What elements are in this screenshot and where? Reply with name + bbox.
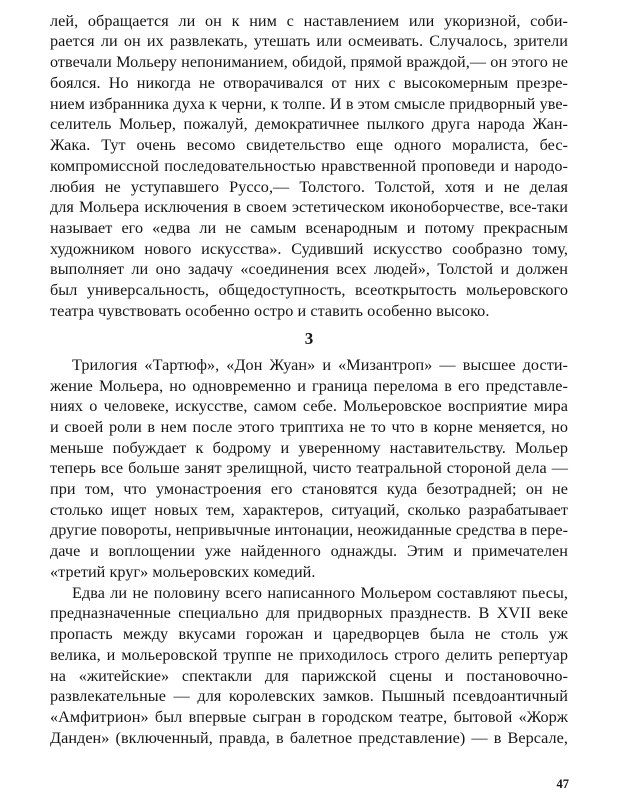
text-line: любия не уступавшего Руссо,— Толстого. Толстой, хотя и не делая xyxy=(50,177,568,196)
text-line: Данден» (включенный, правда, в балетное представление) — в Версале, xyxy=(50,728,568,747)
text-line: нием избранника духа к черни, к толпе. И в этом смысле придворный уве- xyxy=(50,94,568,113)
text-line: «третий круг» мольеровских комедий. xyxy=(50,562,316,581)
text-line: и своей роли в нем после этого триптиха не то что в корне меняется, но xyxy=(50,417,568,436)
text-line: селитель Мольер, пожалуй, демократичнее пылкого друга народа Жан- xyxy=(50,115,568,134)
text-line: «Амфитрион» был впервые сыгран в городском театре, бытовой «Жорж xyxy=(50,708,568,726)
section-number: 3 xyxy=(304,328,314,348)
text-line: даче и воплощении уже найденного однажды. Этим и примечателен xyxy=(50,542,568,561)
text-line: называет его «едва ли не самым всенародным и потому прекрасным xyxy=(50,218,568,237)
text-line: выполняет ли оно задачу «соединения всех людей», Толстой и должен xyxy=(50,260,568,279)
text-line: для Мольера исключения в своем эстетическом иконоборчестве, все-таки xyxy=(50,198,568,217)
text-line: при том, что умонастроения его становятся куда безотрадней; он не xyxy=(50,480,568,499)
text-line: теперь все больше занят зрелищной, чисто театральной стороной дела — xyxy=(50,459,568,478)
text-line: предназначенные специально для придворных празднеств. В XVII веке xyxy=(50,604,568,623)
text-line: лей, обращается ли он к ним с наставлением или укоризной, соби- xyxy=(50,11,568,30)
text-line: столько ищет новых тем, характеров, ситуаций, сколько разрабатывает xyxy=(50,500,568,519)
text-line: был универсальность, общедоступность, всеоткрытость мольеровского xyxy=(50,281,568,300)
text-line: рается ли он их развлекать, утешать или осмеивать. Случалось, зрители xyxy=(50,32,568,51)
text-line: боялся. Но никогда не отворачивался от них с высокомерным презре- xyxy=(50,73,568,92)
text-line: отвечали Мольеру непониманием, обидой, прямой враждой,— он этого не xyxy=(50,53,568,72)
text-line: меньше побуждает к бодрому и уверенному наставительству. Мольер xyxy=(50,438,568,457)
text-line: компромиссной последовательностью нравственной проповеди и народо- xyxy=(50,156,568,175)
text-line: другие повороты, непривычные интонации, неожиданные средства в пере- xyxy=(50,521,568,539)
text-line: театра чувствовать особенно остро и ставить особенно высоко. xyxy=(50,301,490,320)
text-line: художником нового искусства». Судивший искусство сообразно тому, xyxy=(50,239,568,258)
text-line: Трилогия «Тартюф», «Дон Жуан» и «Мизантроп» — высшее дости- xyxy=(72,355,568,374)
text-line: жение Мольера, но одновременно и граница перелома в его представле- xyxy=(50,376,568,395)
text-line: Едва ли не половину всего написанного Мольером составляют пьесы, xyxy=(72,583,568,602)
page-number: 47 xyxy=(556,777,569,792)
text-line: развлекательные — для королевских замков. Пышный псевдоантичный xyxy=(50,687,568,706)
text-line: велика, и мольеровской труппе не приходилось строго делить репертуар xyxy=(50,645,568,664)
text-line: Жака. Тут очень весомо свидетельство еще одного моралиста, бес- xyxy=(50,136,568,155)
text-line: пропасть между вкусами горожан и царедворцев была не столь уж xyxy=(50,625,568,644)
text-line: ниях о человеке, искусстве, самом себе. Мольеровское восприятие мира xyxy=(50,397,568,416)
text-line: на «житейские» спектакли для парижской сцены и постановочно- xyxy=(50,666,568,685)
